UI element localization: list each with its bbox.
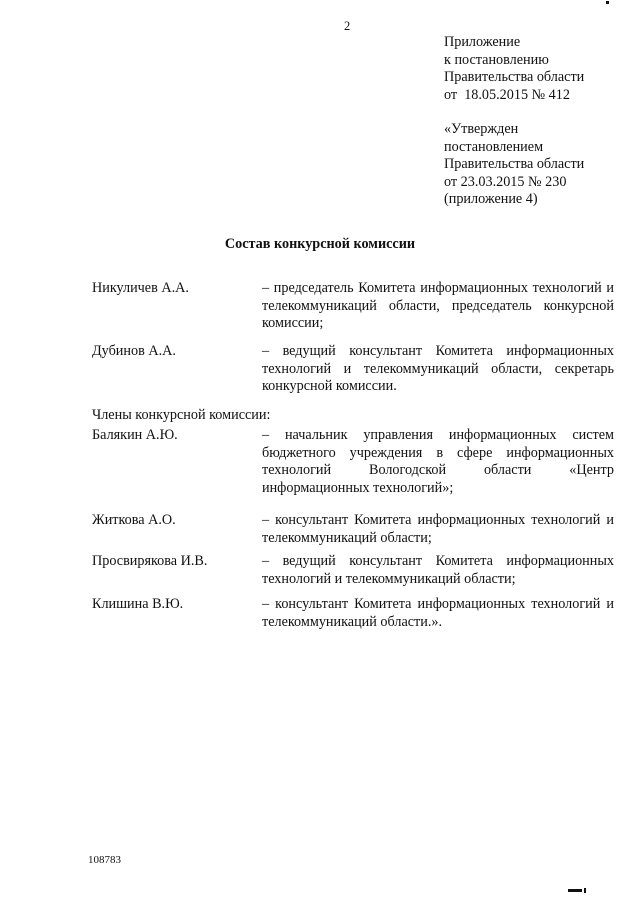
- chair-name: Никуличев А.А.: [92, 280, 189, 296]
- member-name: Житкова А.О.: [92, 512, 176, 528]
- member-role: – ведущий консультант Комитета информационных технологий и телекоммуникаций области;: [262, 553, 614, 587]
- members-heading: Члены конкурсной комиссии:: [92, 407, 271, 423]
- member-role: – консультант Комитета информационных технологий и телекоммуникаций области;: [262, 512, 614, 546]
- member-name: Просвирякова И.В.: [92, 553, 208, 569]
- approval-line: Правительства области: [444, 156, 585, 172]
- approval-line: (приложение 4): [444, 191, 538, 207]
- appendix-line: Правительства области: [444, 69, 585, 85]
- approval-line: постановлением: [444, 138, 544, 155]
- document-title: Состав конкурсной комиссии: [224, 236, 416, 252]
- secretary-role: – ведущий консультант Комитета информационных технологий и телекоммуникаций области, секретарь конкурсной комиссии.: [262, 343, 614, 394]
- approval-block: [444, 121, 634, 209]
- member-name: Клишина В.Ю.: [92, 596, 184, 612]
- approval-line: от 23.03.2015 № 230: [444, 173, 567, 190]
- footer-code: 108783: [88, 854, 121, 866]
- approval-line: «Утвержден: [444, 121, 519, 137]
- member-role: – консультант Комитета информационных технологий и телекоммуникаций области.».: [262, 596, 614, 630]
- secretary-name: Дубинов А.А.: [92, 343, 176, 359]
- appendix-line: от 18.05.2015 № 412: [444, 86, 570, 103]
- appendix-block: [444, 34, 634, 104]
- page-number: 2: [344, 19, 351, 33]
- appendix-line: Приложение: [444, 34, 521, 50]
- chair-role: – председатель Комитета информационных технологий и телекоммуникаций области, председатель конкурсной комиссии;: [262, 280, 614, 331]
- member-name: Балякин А.Ю.: [92, 427, 178, 443]
- appendix-line: к постановлению: [444, 51, 549, 68]
- member-role: – начальник управления информационных систем бюджетного учреждения в сфере информационных технологий Вологодской области «Центр информационных технологий»;: [262, 427, 614, 496]
